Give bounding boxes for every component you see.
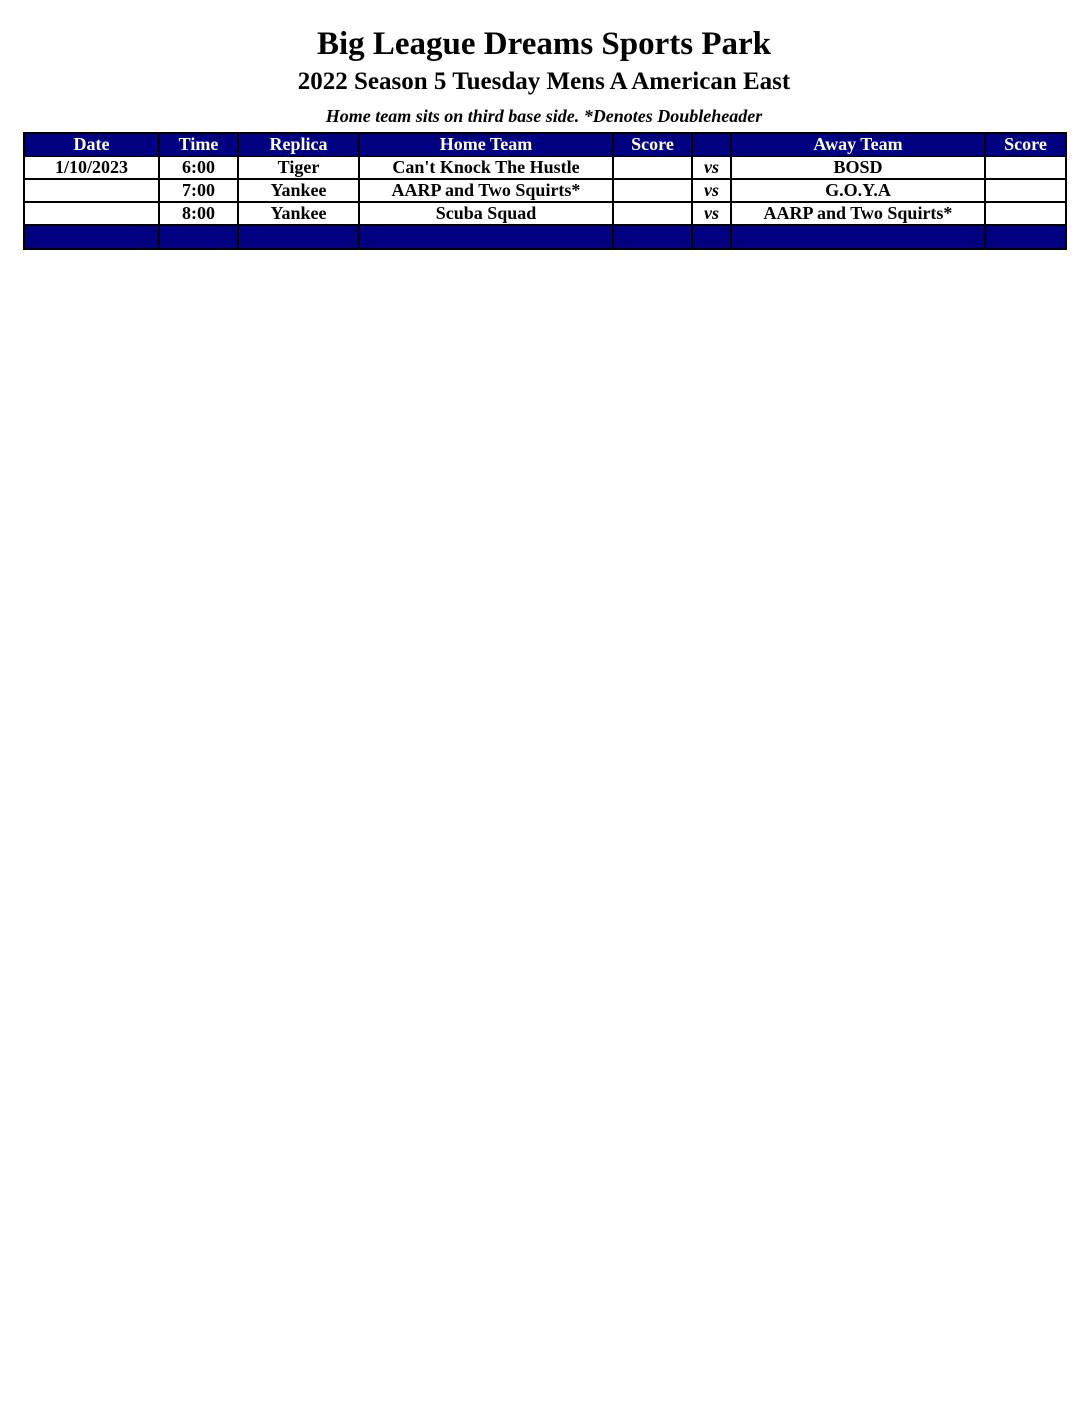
away-score-cell (985, 179, 1066, 202)
column-header-time: Time (159, 133, 238, 156)
table-row (24, 179, 1066, 202)
column-header-date: Date (24, 133, 159, 156)
footer-cell (613, 225, 692, 249)
column-header-home-team: Home Team (359, 133, 613, 156)
footer-cell (692, 225, 731, 249)
page-title: Big League Dreams Sports Park (316, 26, 772, 62)
footer-cell (24, 225, 159, 249)
home-team-cell: AARP and Two Squirts* (359, 179, 613, 202)
home-score-cell (613, 179, 692, 202)
time-cell: 7:00 (159, 179, 238, 202)
date-cell: 1/10/2023 (24, 156, 159, 179)
column-header-replica: Replica (238, 133, 359, 156)
away-team-cell: G.O.Y.A (731, 179, 985, 202)
vs-cell: vs (692, 156, 731, 179)
vs-cell: vs (692, 179, 731, 202)
column-header-away-team: Away Team (731, 133, 985, 156)
footer-cell (159, 225, 238, 249)
time-cell: 6:00 (159, 156, 238, 179)
home-score-cell (613, 156, 692, 179)
away-score-cell (985, 156, 1066, 179)
schedule-table (23, 132, 1067, 250)
away-score-cell (985, 202, 1066, 225)
footer-cell (238, 225, 359, 249)
column-header-home-score: Score (613, 133, 692, 156)
away-team-cell: AARP and Two Squirts* (731, 202, 985, 225)
date-cell (24, 202, 159, 225)
time-cell: 8:00 (159, 202, 238, 225)
away-team-cell: BOSD (731, 156, 985, 179)
replica-cell: Yankee (238, 179, 359, 202)
date-cell (24, 179, 159, 202)
table-row (24, 156, 1066, 179)
doubleheader-note: Home team sits on third base side. *Denotes Doubleheader (325, 106, 763, 126)
season-subtitle: 2022 Season 5 Tuesday Mens A American East (297, 68, 791, 95)
home-score-cell (613, 202, 692, 225)
footer-cell (985, 225, 1066, 249)
table-footer-row (24, 225, 1066, 249)
table-row (24, 202, 1066, 225)
column-header-vs (692, 133, 731, 156)
replica-cell: Tiger (238, 156, 359, 179)
column-header-away-score: Score (985, 133, 1066, 156)
replica-cell: Yankee (238, 202, 359, 225)
table-header-row (24, 133, 1066, 156)
footer-cell (359, 225, 613, 249)
home-team-cell: Scuba Squad (359, 202, 613, 225)
vs-cell: vs (692, 202, 731, 225)
footer-cell (731, 225, 985, 249)
home-team-cell: Can't Knock The Hustle (359, 156, 613, 179)
